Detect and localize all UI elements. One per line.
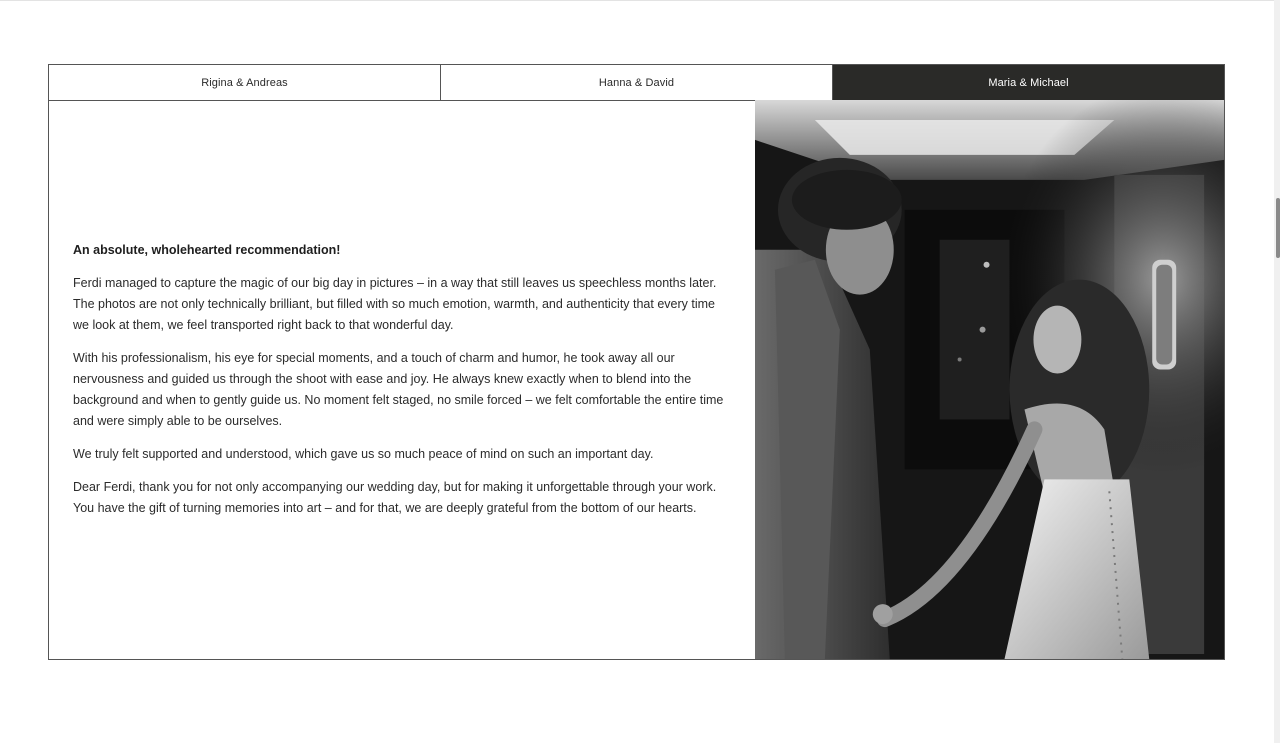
tab-maria-michael[interactable]: Maria & Michael: [832, 65, 1224, 100]
testimonial-text: [49, 100, 755, 659]
tab-hanna-david[interactable]: Hanna & David: [440, 65, 832, 100]
top-divider: [0, 0, 1280, 1]
scrollbar-thumb[interactable]: [1276, 198, 1280, 258]
testimonial-paragraph: Dear Ferdi, thank you for not only accompanying our wedding day, but for making it unforgettable through your work. You have the gift of turning memories into art – and for that, we are deeply grateful from the bottom of our hearts.: [73, 480, 717, 515]
couple-photo-illustration: [755, 100, 1224, 659]
testimonial-panel: [48, 100, 1225, 660]
page-scrollbar[interactable]: [1274, 0, 1280, 743]
testimonial-paragraph: Ferdi managed to capture the magic of our big day in pictures – in a way that still leaves us speechless months later. The photos are not only technically brilliant, but filled with so much emotion, warmth, and authenticity that every time we look at them, we feel transported right back to that wonderful day.: [73, 276, 717, 332]
couple-tabs: [48, 64, 1225, 101]
tab-rigina-andreas[interactable]: Rigina & Andreas: [49, 65, 440, 100]
couple-photo: [755, 100, 1224, 659]
testimonial-headline: An absolute, wholehearted recommendation!: [73, 243, 341, 257]
testimonial-paragraph: We truly felt supported and understood, which gave us so much peace of mind on such an important day.: [73, 447, 654, 461]
testimonial-paragraph: With his professionalism, his eye for special moments, and a touch of charm and humor, he took away all our nervousness and guided us through the shoot with ease and joy. He always knew exactly when to blend into the background and when to gently guide us. No moment felt staged, no smile forced – we felt comfortable the entire time and were simply able to be ourselves.: [73, 351, 724, 428]
